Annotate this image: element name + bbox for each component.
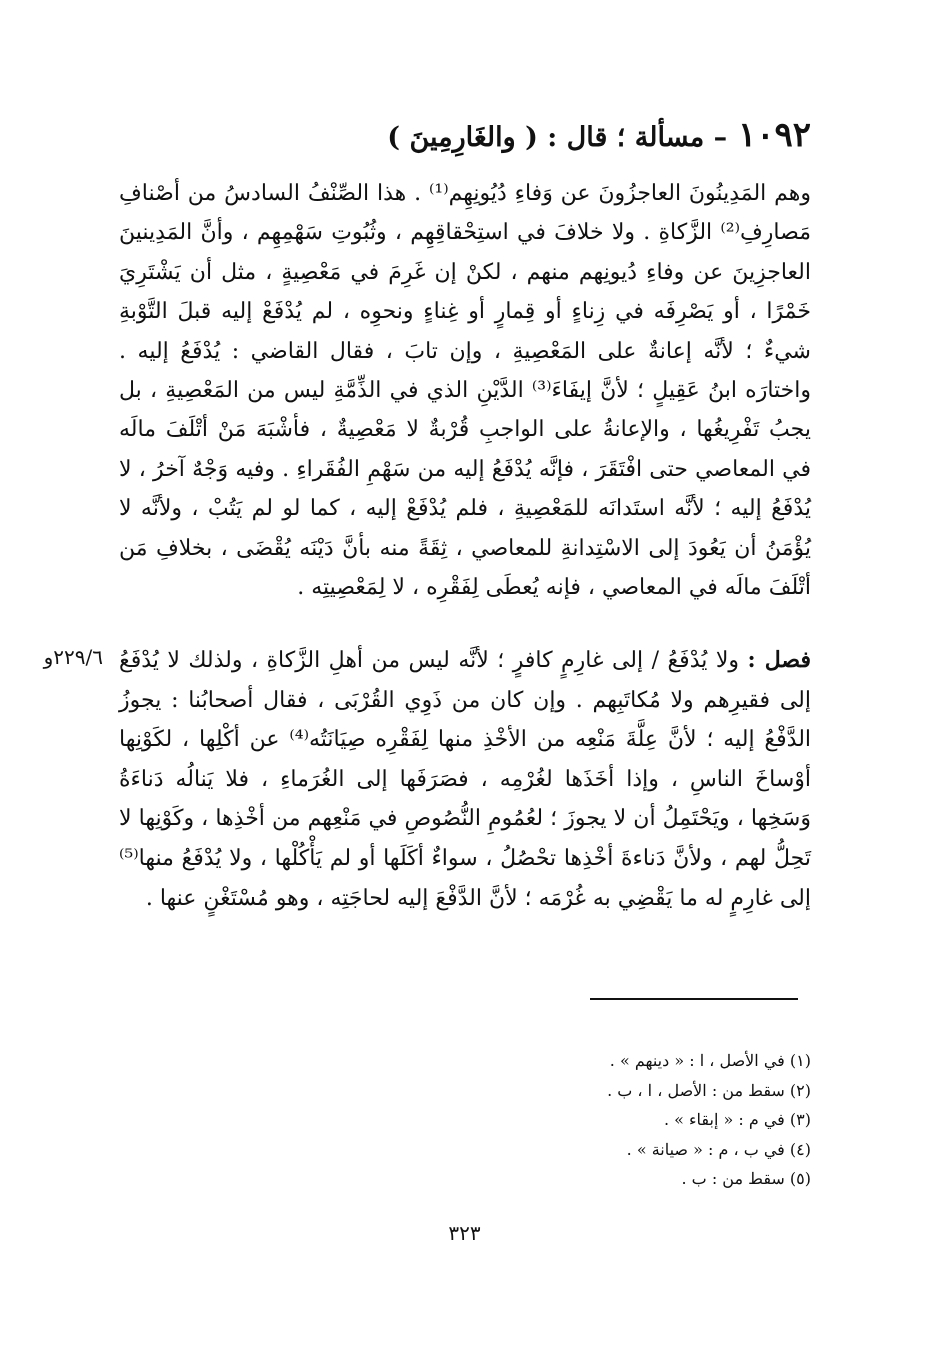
main-paragraph [119, 174, 811, 607]
footnote: (٢) سقط من : الأصل ، ا ، ب . [607, 1080, 811, 1100]
fasl-text: ولا يُدْفَعُ / إلى غارِمٍ كافرٍ ؛ لأنَّه ليس من أهلِ الزَّكاةِ ، ولذلك لا يُدْفَعُ إلى فقيرِهم ولا مُكاتَبِهم . وإن كان من ذَوِي القُرْبَى ، فقال أصحابُنا : يجوزُ الدَّفْعُ إليه ؛ لأنَّ عِلَّةَ مَنْعِه من الأخْذِ منها لِفَقْرِه صِيَانَتُه⁽⁴⁾ عن أكْلِها ، لكَوْنِها أوْساخَ الناسِ ، وإذا أخَذَها لغُرْمِه ، فصَرَفَها إلى الغُرَماءِ ، فلا يَنالُه دَناءَةُ وَسَخِها ، ويَحْتَمِلُ أن لا يجوزَ ؛ لعُمُومِ النُّصُوصِ في مَنْعِهم من أخْذِها ، وكَوْنِها لا تَحِلُّ لهم ، ولأنَّ دَناءةَ أخْذِها تحْصُلُ ، سواءٌ أكَلَها أو لم يَأْكُلْها ، ولا يُدْفَعُ منها⁽⁵⁾ إلى غارِمٍ له ما يَقْضِي به غُرْمَه ؛ لأنَّ الدَّفْعَ إليه لحاجَتِه ، وهو مُسْتَغْنٍ عنها . [119, 648, 812, 911]
issue-title: – مسألة ؛ قال : ( والغَارِمِينَ ) [387, 122, 728, 153]
footnote: (٥) سقط من : ب . [681, 1169, 811, 1188]
issue-number: ١٠٩٢ [737, 115, 811, 155]
page-number: ٣٢٣ [448, 1221, 481, 1245]
footnotes [551, 1046, 811, 1194]
footnote-divider [590, 998, 798, 1000]
fasl-paragraph [119, 641, 811, 918]
footnote: (٣) في م : « إبقاء » . [663, 1110, 811, 1129]
footnote: (١) في الأصل ، ا : « دينهم » . [609, 1051, 811, 1070]
fasl-label: فصل : [747, 647, 811, 673]
issue-heading [111, 112, 811, 161]
margin-reference: ٢٢٩/٦و [43, 645, 103, 669]
paragraph-text: وهم المَدِينُونَ العاجزُونَ عن وَفاءِ دُيُونِهِم⁽¹⁾ . هذا الصِّنْفُ السادسُ من أصْنافِ مَصارِفِ⁽²⁾ الزَّكاةِ . ولا خلافَ في استِحْقاقِهِم ، وثُبُوتِ سَهْمِهِم ، وأنَّ المَدِينينَ العاجزِينَ عن وفاءِ دُيونِهم منهم ، لكنْ إن غَرِمَ في مَعْصِيةٍ ، مثل أن يَشْتَرِيَ خَمْرًا ، أو يَصْرِفَه في زِناءٍ أو قِمارٍ أو غِناءٍ ونحوِه ، لم يُدْفَعْ إليه قبلَ التَّوْبةِ شيءٌ ؛ لأنَّه إعانةٌ على المَعْصِيةِ ، وإن تابَ ، فقال القاضي : يُدْفَعُ إليه . واختارَه ابنُ عَقِيلٍ ؛ لأنَّ إيفَاءَ⁽³⁾ الدَّيْنِ الذي في الذِّمَّةِ ليس من المَعْصِيةِ ، بل يجبُ تَفْرِيغُها ، والإعانةُ على الواجبِ قُرْبةٌ لا مَعْصِيةٌ ، فأشْبَهَ مَنْ أتْلَفَ مالَه في المعاصي حتى افْتَقَرَ ، فإنَّه يُدْفَعُ إليه من سَهْمِ الفُقَراءِ . وفيه وَجْهٌ آخرُ ، لا يُدْفَعُ إليه ؛ لأنَّه استَدانَه للمَعْصِيةِ ، فلم يُدْفَعْ إليه ، كما لو لم يَتُبْ ، ولأنَّه لا يُؤْمَنُ أن يَعُودَ إلى الاسْتِدانةِ للمعاصي ، ثِقَةً منه بأنَّ دَيْنَه يُقْضَى ، بخلافِ مَن أتْلَفَ مالَه في المعاصي ، فإنه يُعطَى لِفَقْرِه ، لا لِمَعْصِيتِه . [119, 181, 812, 601]
footnote: (٤) في ب ، م : « صيانة » . [626, 1139, 811, 1159]
